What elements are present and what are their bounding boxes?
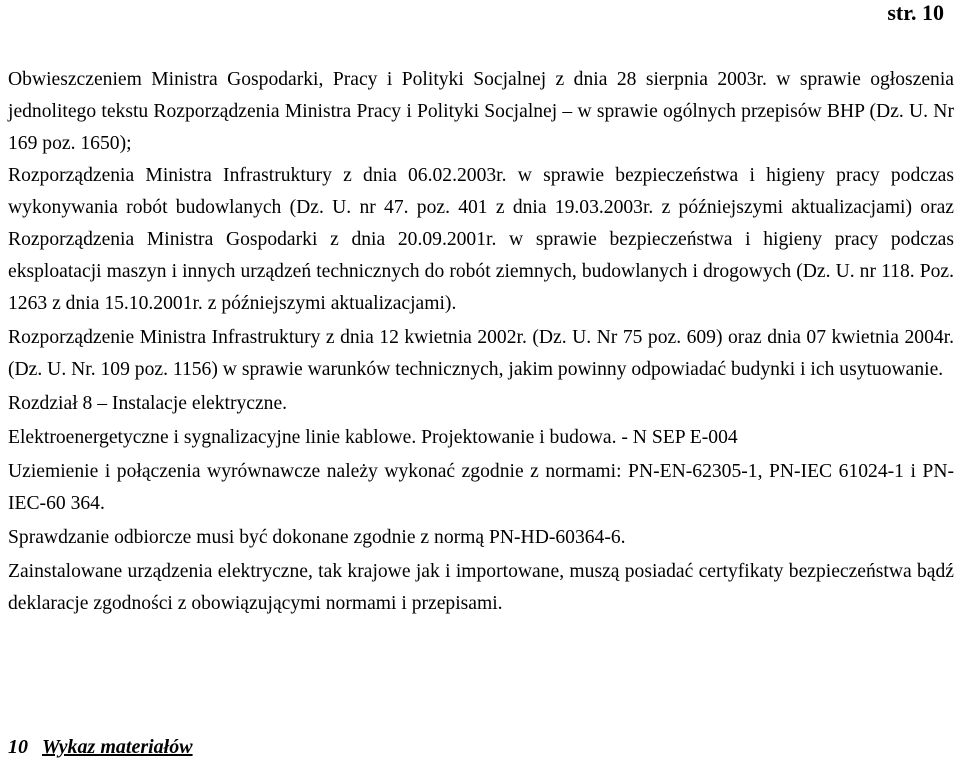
document-body xyxy=(8,64,954,620)
paragraph-sprawdzanie-odbiorcze: Sprawdzanie odbiorcze musi być dokonane zgodnie z normą PN-HD-60364-6. xyxy=(8,527,626,548)
page-number: str. 10 xyxy=(887,0,944,25)
paragraph-rozporzadzenie-bhp-budowlane: Rozporządzenia Ministra Infrastruktury z dnia 06.02.2003r. w sprawie bezpieczeństwa i higieny pracy podczas wykonywania robót budowlanych (Dz. U. nr 47. poz. 401 z dnia 19.03.2003r. z późniejszymi aktualizacjami) oraz Rozporządzenia Ministra Gospodarki z dnia 20.09.2001r. w sprawie bezpieczeństwa i higieny pracy podczas eksploatacji maszyn i innych urządzeń technicznych do robót ziemnych, budowlanych i drogowych (Dz. U. nr 118. Poz. 1263 z dnia 15.10.2001r. z późniejszymi aktualizacjami). xyxy=(8,165,954,314)
paragraph-linie-kablowe: Elektroenergetyczne i sygnalizacyjne linie kablowe. Projektowanie i budowa. - N SEP E-004 xyxy=(8,427,738,448)
section-number: 10 xyxy=(8,736,28,758)
paragraph-warunki-techniczne: Rozporządzenie Ministra Infrastruktury z dnia 12 kwietnia 2002r. (Dz. U. Nr 75 poz. 609) oraz dnia 07 kwietnia 2004r. (Dz. U. Nr. 109 poz. 1156) w sprawie warunków technicznych, jakim powinny odpowiadać budynki i ich usytuowanie. xyxy=(8,327,954,380)
section-title: Wykaz materiałów xyxy=(42,736,193,758)
paragraph-rozdzial-8: Rozdział 8 – Instalacje elektryczne. xyxy=(8,393,288,414)
section-heading xyxy=(8,734,193,760)
paragraph-obwieszczenie-bhp: Obwieszczeniem Ministra Gospodarki, Pracy i Polityki Socjalnej z dnia 28 sierpnia 2003r. w sprawie ogłoszenia jednolitego tekstu Rozporządzenia Ministra Pracy i Polityki Socjalnej – w sprawie ogólnych przepisów BHP (Dz. U. Nr 169 poz. 1650); xyxy=(8,69,954,154)
paragraph-certyfikaty: Zainstalowane urządzenia elektryczne, tak krajowe jak i importowane, muszą posiadać certyfikaty bezpieczeństwa bądź deklaracje zgodności z obowiązującymi normami i przepisami. xyxy=(8,561,954,614)
paragraph-uziemienie: Uziemienie i połączenia wyrównawcze należy wykonać zgodnie z normami: PN-EN-62305-1, PN-IEC 61024-1 i PN-IEC-60 364. xyxy=(8,461,954,514)
